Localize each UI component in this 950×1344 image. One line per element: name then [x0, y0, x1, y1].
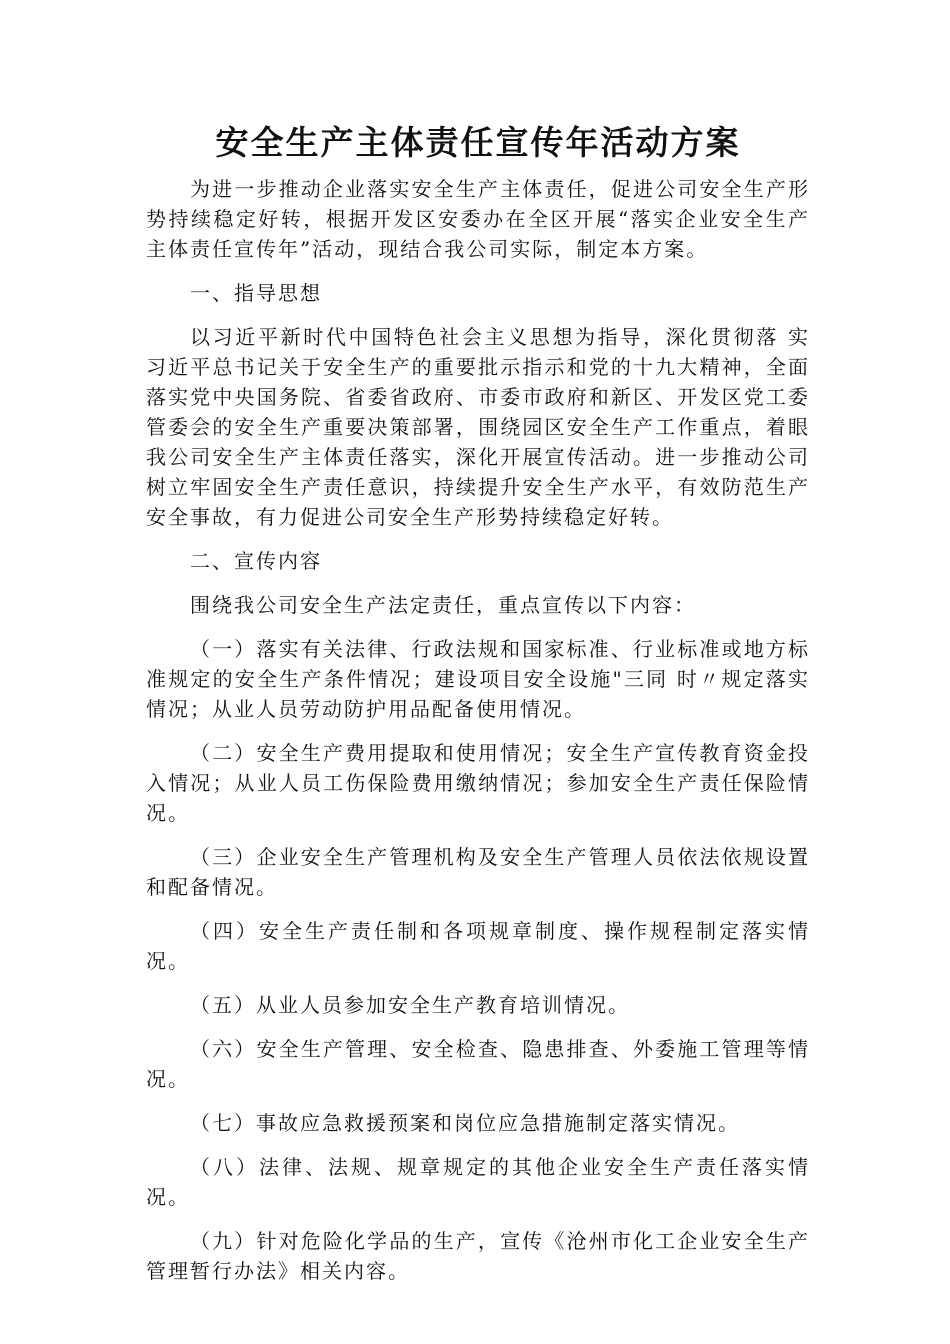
intro-paragraph: 为进一步推动企业落实安全生产主体责任，促进公司安全生产形势持续稳定好转，根据开发区安委办在全区开展“落实企业安全生产主体责任宣传年”活动，现结合我公司实际，制定本方案。: [146, 177, 810, 261]
document-page: [146, 118, 810, 1300]
list-item: （九）针对危险化学品的生产，宣传《沧州市化工企业安全生产管理暂行办法》相关内容。: [146, 1229, 810, 1283]
document-title: 安全生产主体责任宣传年活动方案: [215, 123, 741, 162]
list-item: （三）企业安全生产管理机构及安全生产管理人员依法依规设置和配备情况。: [146, 845, 810, 899]
list-item: （七）事故应急救援预案和岗位应急措施制定落实情况。: [190, 1111, 740, 1135]
list-item: （八）法律、法规、规章规定的其他企业安全生产责任落实情况。: [146, 1155, 810, 1209]
list-item: （五）从业人员参加安全生产教育培训情况。: [190, 993, 630, 1017]
list-item: （六）安全生产管理、安全检查、隐患排查、外委施工管理等情况。: [146, 1037, 810, 1091]
section-body-guiding-ideology: 以习近平新时代中国特色社会主义思想为指导，深化贯彻落 实习近平总书记关于安全生产的重要批示指示和党的十九大精神，全面落实党中央国务院、省委省政府、市委市政府和新区、开发区党工委管委会的安全生产重要决策部署，围绕园区安全生产工作重点，着眼我公司安全生产主体责任落实，深化开展宣传活动。进一步推动公司树立牢固安全生产责任意识，持续提升安全生产水平，有效防范生产安全事故，有力促进公司安全生产形势持续稳定好转。: [146, 325, 810, 529]
section-heading-publicity-content: 二、宣传内容: [190, 549, 322, 573]
section-lead-publicity-content: 围绕我公司安全生产法定责任，重点宣传以下内容：: [190, 593, 696, 617]
section-heading-guiding-ideology: 一、指导思想: [190, 281, 322, 305]
list-item: （四）安全生产责任制和各项规章制度、操作规程制定落实情况。: [146, 919, 810, 973]
list-item: （二）安全生产费用提取和使用情况；安全生产宣传教育资金投入情况；从业人员工伤保险费用缴纳情况；参加安全生产责任保险情况。: [146, 741, 810, 825]
list-item: （一）落实有关法律、行政法规和国家标准、行业标准或地方标准规定的安全生产条件情况；建设项目安全设施"三同 时〃规定落实情况；从业人员劳动防护用品配备使用情况。: [146, 637, 810, 721]
